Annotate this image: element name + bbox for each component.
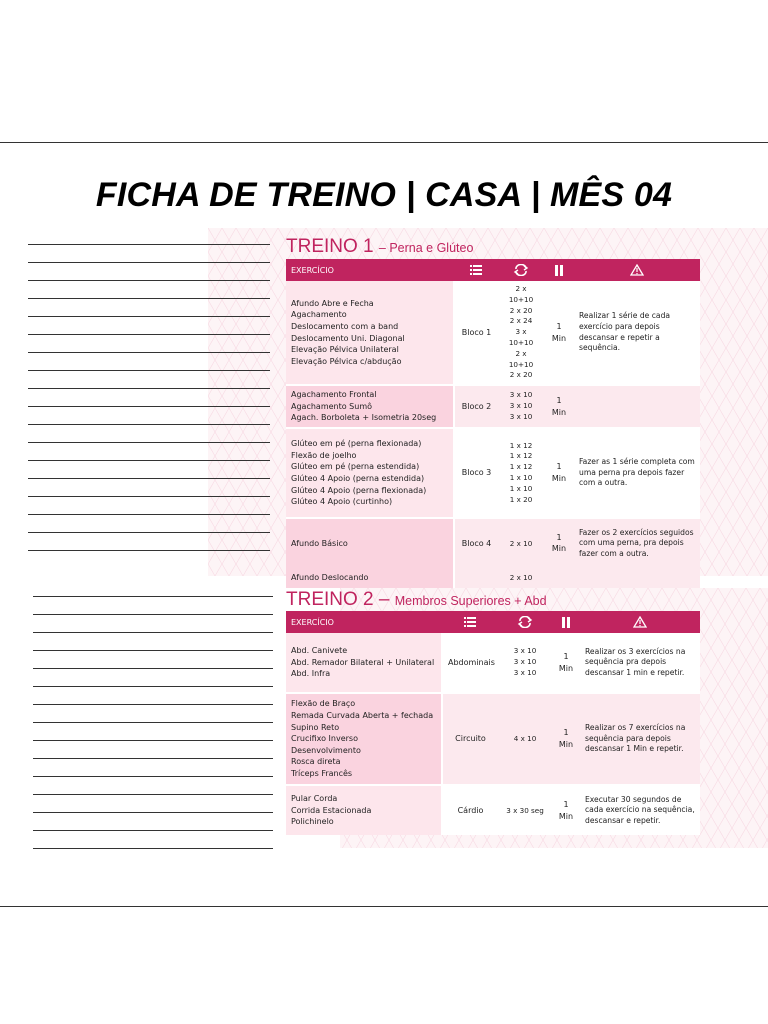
series-list: 3 x 10 3 x 10 3 x 10: [498, 633, 552, 693]
series-list: 2 x 10: [498, 568, 544, 588]
rest-time: 1 Min: [552, 633, 580, 693]
table-row: [286, 693, 700, 785]
treino1-title: [286, 236, 473, 258]
list-icon: [442, 611, 498, 633]
page-title: FICHA DE TREINO | CASA | MÊS 04: [95, 176, 673, 214]
exercise-list: Pular Corda Corrida Estacionada Polichinelo: [286, 785, 442, 835]
note-text: Executar 30 segundos de cada exercício na sequência, descansar e repetir.: [580, 785, 700, 835]
note-text: [574, 568, 700, 588]
block-label: Circuito: [442, 693, 498, 785]
pause-icon: [544, 259, 574, 281]
block-label: Cárdio: [442, 785, 498, 835]
repeat-icon: [498, 259, 544, 281]
warning-icon: [580, 611, 700, 633]
bottom-divider: [0, 906, 768, 907]
table-row: [286, 518, 700, 568]
block-label: Bloco 4: [454, 518, 498, 568]
treino1-table: [286, 259, 700, 588]
pause-icon: [552, 611, 580, 633]
list-icon: [454, 259, 498, 281]
exercise-header: EXERCÍCIO: [286, 259, 454, 281]
block-label: Abdominais: [442, 633, 498, 693]
rest-time: 1 Min: [552, 693, 580, 785]
treino2-subtitle: Membros Superiores + Abd: [394, 594, 547, 608]
warning-icon: [574, 259, 700, 281]
note-text: [574, 385, 700, 428]
series-list: 4 x 10: [498, 693, 552, 785]
exercise-header: EXERCÍCIO: [286, 611, 442, 633]
series-list: 3 x 30 seg: [498, 785, 552, 835]
exercise-list: Glúteo em pé (perna flexionada) Flexão de joelho Glúteo em pé (perna estendida) Glúteo 4 Apoio (perna estendida) Glúteo 4 Apoio (perna flexionada) Glúteo 4 Apoio (curtinho): [286, 428, 454, 518]
table-row: [286, 568, 700, 588]
exercise-list: Afundo Deslocando: [286, 568, 454, 588]
treino2-title: [286, 589, 547, 611]
series-list: 3 x 10 3 x 10 3 x 10: [498, 385, 544, 428]
repeat-icon: [498, 611, 552, 633]
block-label: [454, 568, 498, 588]
note-text: Realizar os 3 exercícios na sequência pra depois descansar 1 min e repetir.: [580, 633, 700, 693]
top-divider: [0, 142, 768, 143]
block-label: Bloco 3: [454, 428, 498, 518]
treino2-title-main: TREINO 2 –: [286, 589, 390, 610]
rest-time: 1 Min: [544, 518, 574, 568]
table-row: [286, 633, 700, 693]
rest-time: 1 Min: [544, 428, 574, 518]
block-label: Bloco 2: [454, 385, 498, 428]
table-row: [286, 785, 700, 835]
exercise-list: Afundo Básico: [286, 518, 454, 568]
block-label: Bloco 1: [454, 281, 498, 385]
exercise-list: Agachamento Frontal Agachamento Sumô Agach. Borboleta + Isometria 20seg: [286, 385, 454, 428]
rest-time: 1 Min: [552, 785, 580, 835]
note-text: Realizar os 7 exercícios na sequência para depois descansar 1 Min e repetir.: [580, 693, 700, 785]
rest-time: 1 Min: [544, 385, 574, 428]
table-row: [286, 281, 700, 385]
series-list: 1 x 12 1 x 12 1 x 12 1 x 10 1 x 10 1 x 20: [498, 428, 544, 518]
note-text: Fazer as 1 série completa com uma perna pra depois fazer com a outra.: [574, 428, 700, 518]
series-list: 2 x 10+10 2 x 20 2 x 24 3 x 10+10 2 x 10+10 2 x 20: [498, 281, 544, 385]
exercise-list: Abd. Canivete Abd. Remador Bilateral + Unilateral Abd. Infra: [286, 633, 442, 693]
series-list: 2 x 10: [498, 518, 544, 568]
exercise-list: Afundo Abre e Fecha Agachamento Deslocamento com a band Deslocamento Uni. Diagonal Elevação Pélvica Unilateral Elevação Pélvica c/abdução: [286, 281, 454, 385]
exercise-list: Flexão de Braço Remada Curvada Aberta + fechada Supino Reto Crucifixo Inverso Desenvolvimento Rosca direta Tríceps Francês: [286, 693, 442, 785]
note-text: Realizar 1 série de cada exercício para depois descansar e repetir a sequência.: [574, 281, 700, 385]
treino1-title-main: TREINO 1: [286, 236, 374, 257]
treino2-table: [286, 611, 700, 835]
rest-time: 1 Min: [544, 281, 574, 385]
note-text: Fazer os 2 exercícios seguidos com uma perna, pra depois fazer com a outra.: [574, 518, 700, 568]
table-row: [286, 428, 700, 518]
table-row: [286, 385, 700, 428]
treino1-subtitle: – Perna e Glúteo: [378, 241, 474, 255]
rest-time: [544, 568, 574, 588]
